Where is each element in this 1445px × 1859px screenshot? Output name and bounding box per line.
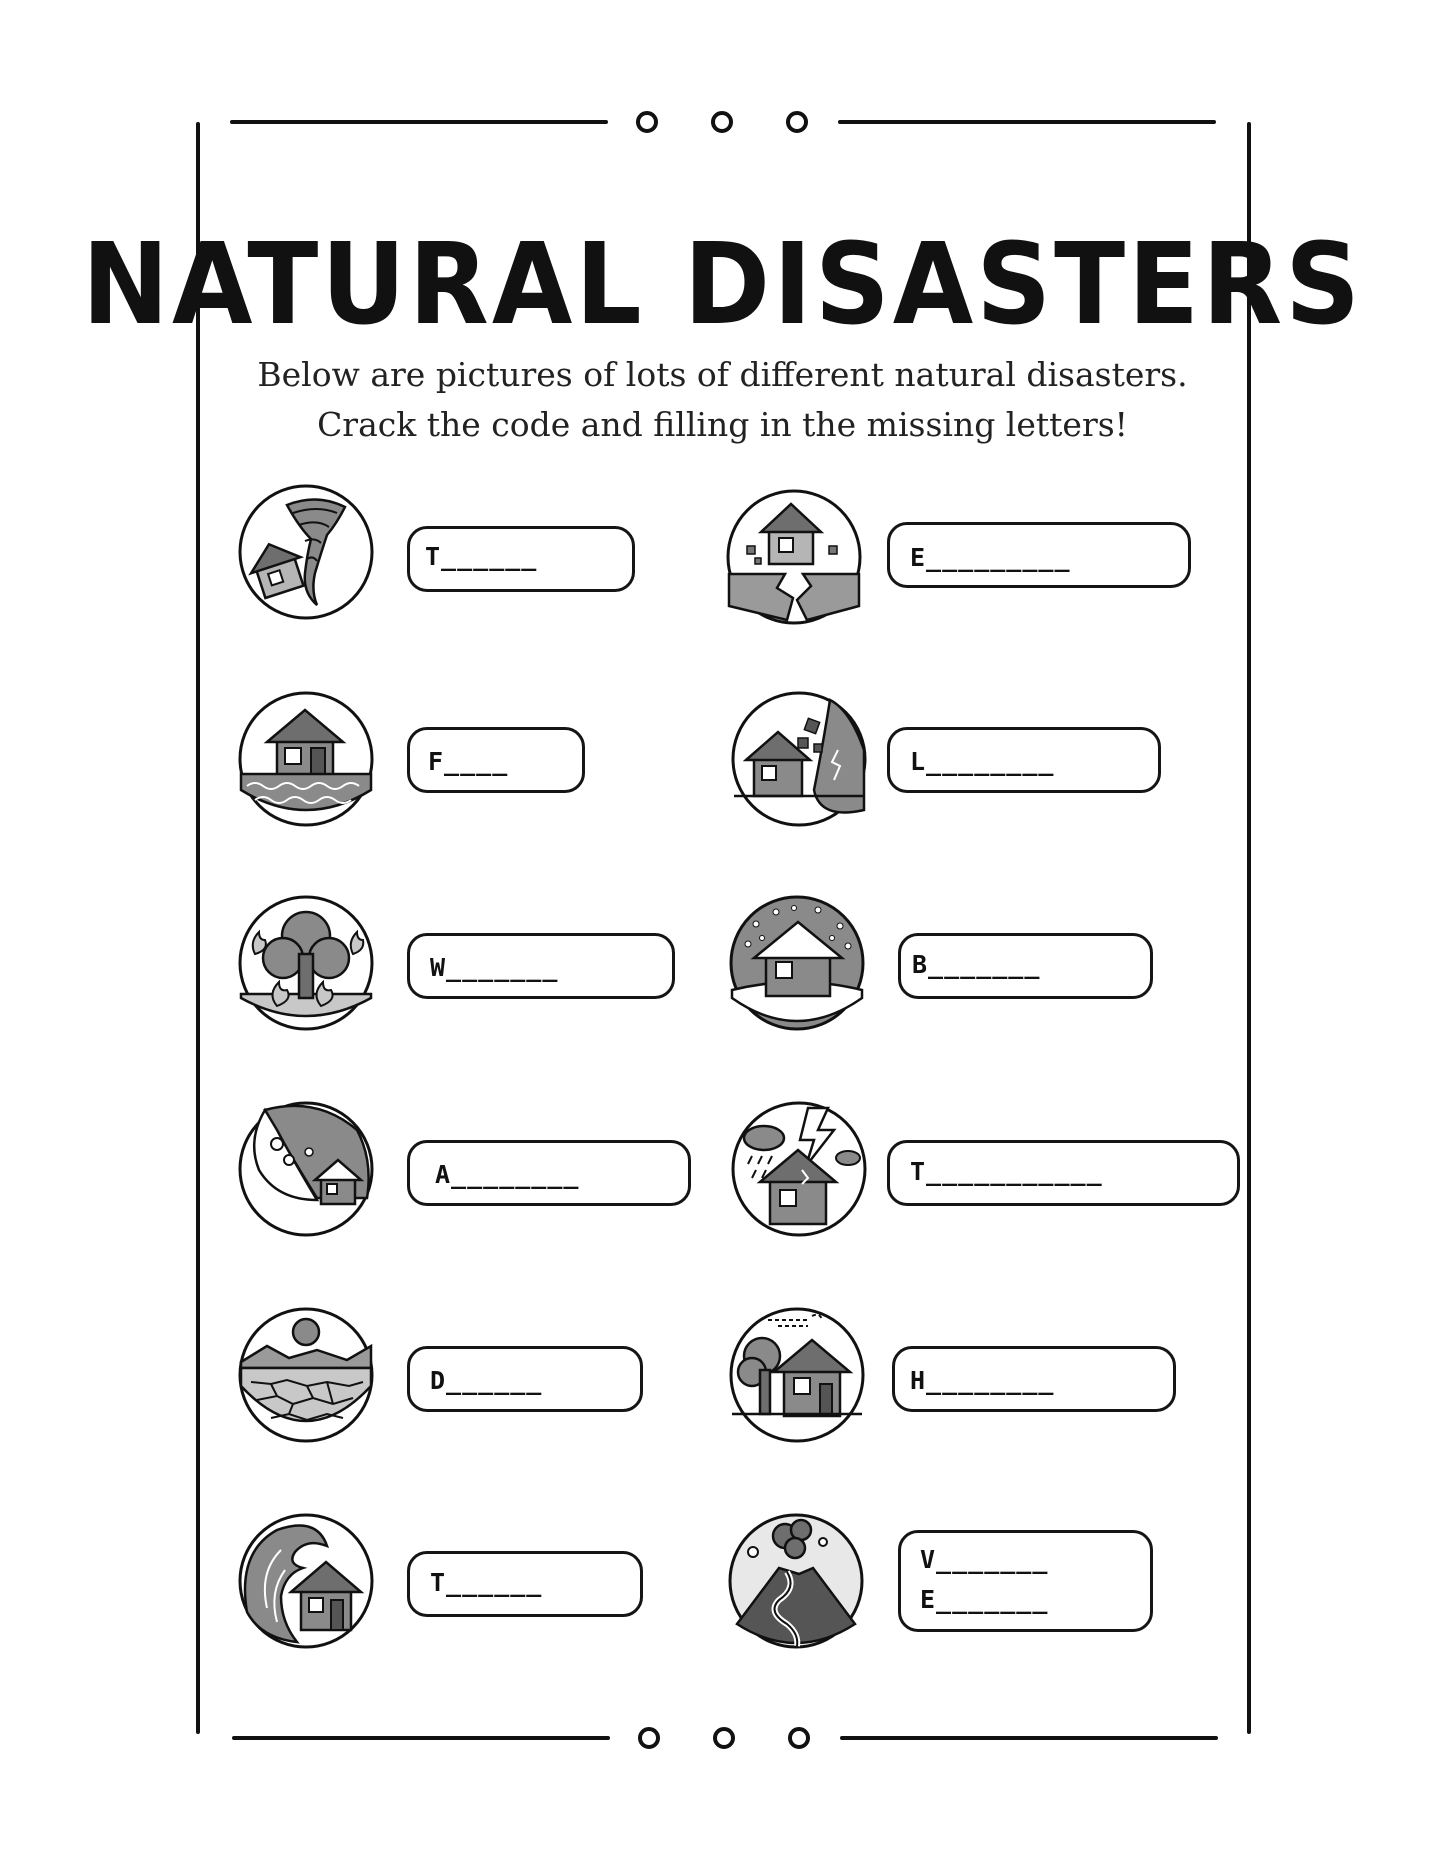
tornado-icon — [237, 483, 375, 621]
volcano-icon — [727, 1512, 865, 1650]
clue-text: E_________ — [910, 543, 1071, 572]
tsunami-icon — [237, 1512, 375, 1650]
clue-text: B_______ — [912, 950, 1041, 979]
wildfire-icon — [237, 894, 375, 1032]
top-divider — [0, 102, 1445, 142]
bottom-divider — [0, 1718, 1445, 1758]
clue-text: A________ — [435, 1160, 580, 1189]
flood-icon — [237, 690, 375, 828]
avalanche-icon — [237, 1100, 375, 1238]
clue-text: T______ — [425, 542, 538, 571]
earthquake-icon — [725, 488, 863, 626]
page-title: NATURAL DISASTERS — [81, 218, 1364, 350]
landslide-icon — [730, 690, 868, 828]
instructions-line-1: Below are pictures of lots of different natural disasters. — [257, 355, 1188, 394]
clue-text: T______ — [430, 1568, 543, 1597]
clue-text-line-2: E_______ — [920, 1585, 1049, 1614]
thunderstorm-icon — [730, 1100, 868, 1238]
clue-text: L________ — [910, 747, 1055, 776]
blizzard-icon — [728, 894, 866, 1032]
clue-text: H________ — [910, 1366, 1055, 1395]
clue-text-line-1: V_______ — [920, 1545, 1049, 1574]
drought-icon — [237, 1306, 375, 1444]
clue-text: F____ — [428, 747, 509, 776]
clue-text: D______ — [430, 1366, 543, 1395]
instructions-line-2: Crack the code and filling in the missing letters! — [317, 405, 1128, 444]
clue-text: W_______ — [430, 953, 559, 982]
hurricane-icon — [728, 1306, 866, 1444]
clue-text: T___________ — [910, 1157, 1103, 1186]
